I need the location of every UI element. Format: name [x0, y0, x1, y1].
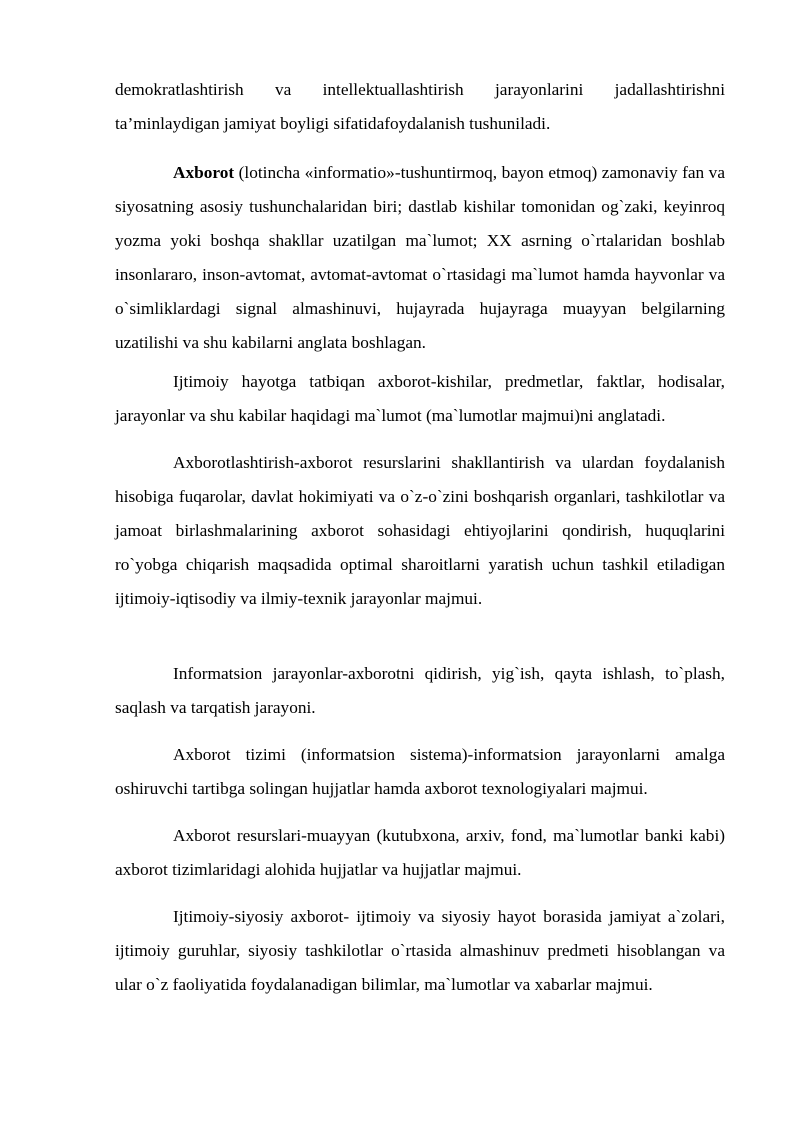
paragraph-text: Informatsion jarayonlar-axborotni qidirish, yig`ish, qayta ishlash, to`plash, saqlash va tarqatish jarayoni.	[115, 664, 725, 717]
paragraph-continuation	[115, 73, 725, 141]
paragraph-text: Ijtimoiy-siyosiy axborot- ijtimoiy va siyosiy hayot borasida jamiyat a`zolari, ijtimoiy guruhlar, siyosiy tashkilotlar o`rtasida almashinuv predmeti hisoblangan va ular o`z faoliyatida foydalanadigan bilimlar, ma`lumotlar va xabarlar majmui.	[115, 907, 725, 994]
paragraph-information-system	[115, 738, 725, 806]
paragraph-axborot-definition	[115, 156, 725, 359]
term-axborot: Axborot	[173, 163, 235, 182]
paragraph-text: Axborot resurslari-muayyan (kutubxona, arxiv, fond, ma`lumotlar banki kabi) axborot tizimlaridagi alohida hujjatlar va hujjatlar majmui.	[115, 826, 725, 879]
paragraph-sociopolitical-information	[115, 900, 725, 1002]
paragraph-informatization	[115, 446, 725, 616]
paragraph-text: demokratlashtirish va intellektuallashtirish jarayonlarini jadallashtirishni ta’minlaydigan jamiyat boyligi sifatidafoydalanish tushuniladi.	[115, 80, 725, 133]
paragraph-text: (lotincha «informatio»-tushuntirmoq, bayon etmoq) zamonaviy fan va siyosatning asosiy tushunchalaridan biri; dastlab kishilar tomonidan og`zaki, keyinroq yozma yoki boshqa shakllar uzatilgan ma`lumot; XX asrning o`rtalaridan boshlab insonlararo, inson-avtomat, avtomat-avtomat o`rtasidagi ma`lumot hamda hayvonlar va o`simliklardagi signal almashinuvi, hujayrada hujayraga muayyan belgilarning uzatilishi va shu kabilarni anglata boshlagan.	[115, 163, 725, 352]
paragraph-information-processes	[115, 657, 725, 725]
paragraph-social-information	[115, 365, 725, 433]
paragraph-text: Axborot tizimi (informatsion sistema)-informatsion jarayonlarni amalga oshiruvchi tartibga solingan hujjatlar hamda axborot texnologiyalari majmui.	[115, 745, 725, 798]
paragraph-text: Axborotlashtirish-axborot resurslarini shakllantirish va ulardan foydalanish hisobiga fuqarolar, davlat hokimiyati va o`z-o`zini boshqarish organlari, tashkilotlar va jamoat birlashmalarining axborot sohasidagi ehtiyojlarini qondirish, huquqlarini ro`yobga chiqarish maqsadida optimal sharoitlarni yaratish uchun tashkil etiladigan ijtimoiy-iqtisodiy va ilmiy-texnik jarayonlar majmui.	[115, 453, 725, 608]
paragraph-information-resources	[115, 819, 725, 887]
paragraph-text: Ijtimoiy hayotga tatbiqan axborot-kishilar, predmetlar, faktlar, hodisalar, jarayonlar va shu kabilar haqidagi ma`lumot (ma`lumotlar majmui)ni anglatadi.	[115, 372, 725, 425]
